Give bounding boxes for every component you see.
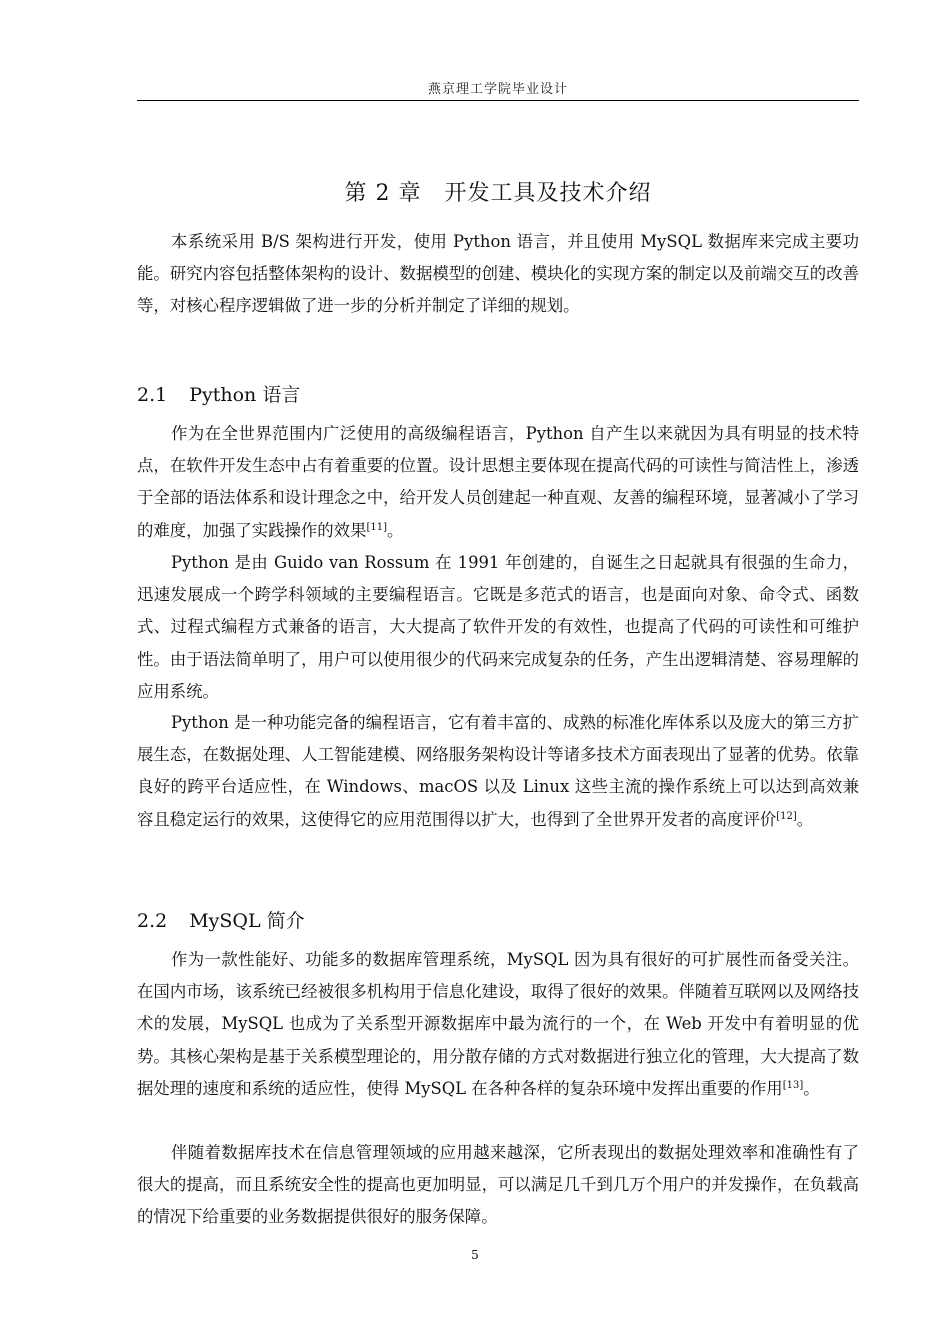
paragraph-end: 。 [803, 1078, 820, 1098]
chapter-title: 第 2 章 开发工具及技术介绍 [344, 181, 652, 206]
intro-paragraph: 本系统采用 B/S 架构进行开发，使用 Python 语言，并且使用 MySQL 数据库来完成主要功能。研究内容包括整体架构的设计、数据模型的创建、模块化的实现方案的制定以及前端交互的改善等，对核心程序逻辑做了进一步的分析并制定了详细的规划。 [137, 232, 859, 316]
section-number: 2.2 [137, 910, 168, 932]
paragraph-end: 。 [387, 520, 404, 540]
paragraph-text: 作为一款性能好、功能多的数据库管理系统，MySQL 因为具有很好的可扩展性而备受关注。在国内市场，该系统已经被很多机构用于信息化建设，取得了很好的效果。伴随着互联网以及网络技术的发展，MySQL 也成为了关系型开源数据库中最为流行的一个，在 Web 开发中有着明显的优势。其核心架构是基于关系模型理论的，用分散存储的方式对数据进行独立化的管理，大大提高了数据处理的速度和系统的适应性，使得 MySQL 在各种各样的复杂环境中发挥出重要的作用 [137, 950, 859, 1098]
header-rule [137, 100, 859, 101]
paragraph-python-1 [137, 418, 859, 547]
section-heading-2-2 [137, 906, 305, 933]
section-title-text: Python 语言 [189, 384, 301, 406]
paragraph-text: Python 是一种功能完备的编程语言，它有着丰富的、成熟的标准化库体系以及庞大的第三方扩展生态，在数据处理、人工智能建模、网络服务架构设计等诸多技术方面表现出了显著的优势。依靠良好的跨平台适应性，在 Windows、macOS 以及 Linux 这些主流的操作系统上可以达到高效兼容且稳定运行的效果，这使得它的应用范围得以扩大，也得到了全世界开发者的高度评价 [137, 713, 859, 829]
citation: [11] [366, 521, 387, 533]
citation: [13] [782, 1079, 804, 1091]
section-heading-2-1 [137, 380, 300, 407]
page-header: 燕京理工学院毕业设计 [427, 82, 568, 97]
paragraph-end: 。 [796, 809, 814, 829]
citation: [12] [776, 810, 797, 822]
page-number: 5 [471, 1248, 479, 1262]
paragraph-python-3 [137, 707, 859, 836]
section-title-text: MySQL 简介 [189, 910, 305, 932]
section-number: 2.1 [137, 384, 168, 406]
paragraph-python-2: Python 是由 Guido van Rossum 在 1991 年创建的，自诞生之日起就具有很强的生命力，迅速发展成一个跨学科领域的主要编程语言。它既是多范式的语言，也是面向对象、命令式、函数式、过程式编程方式兼备的语言，大大提高了软件开发的有效性，也提高了代码的可读性和可维护性。由于语法简单明了，用户可以使用很少的代码来完成复杂的任务，产生出逻辑清楚、容易理解的应用系统。 [137, 553, 859, 701]
paragraph-mysql-1 [137, 944, 859, 1105]
paragraph-mysql-2: 伴随着数据库技术在信息管理领域的应用越来越深，它所表现出的数据处理效率和准确性有了很大的提高，而且系统安全性的提高也更加明显，可以满足几千到几万个用户的并发操作，在负载高的情况下给重要的业务数据提供很好的服务保障。 [137, 1143, 859, 1227]
paragraph-text: 作为在全世界范围内广泛使用的高级编程语言，Python 自产生以来就因为具有明显的技术特点，在软件开发生态中占有着重要的位置。设计思想主要体现在提高代码的可读性与简洁性上，渗透于全部的语法体系和设计理念之中，给开发人员创建起一种直观、友善的编程环境，显著减小了学习的难度，加强了实践操作的效果 [137, 424, 859, 540]
